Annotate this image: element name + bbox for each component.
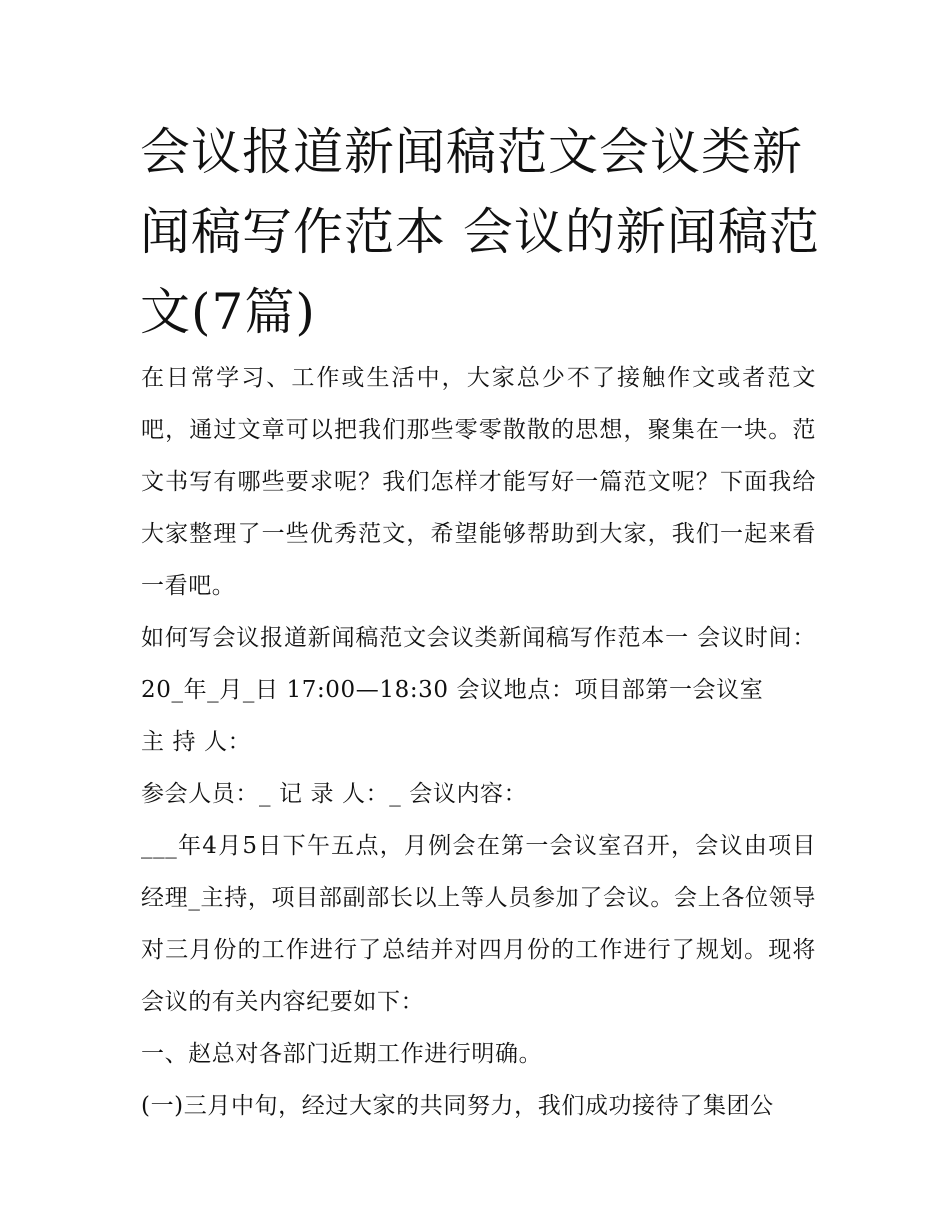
document-body (141, 352, 816, 1132)
section-heading-one: 一、赵总对各部门近期工作进行明确。 (141, 1041, 543, 1067)
meeting-summary-paragraph: ___年4月5日下午五点，月例会在第一会议室召开，会议由项目经理_主持，项目部副部长以上等人员参加了会议。会上各位领导对三月份的工作进行了总结并对四月份的工作进行了规划。现将会议的有关内容纪要如下： (141, 833, 816, 1015)
attendees-line: 参会人员：_ 记 录 人：_ 会议内容： (141, 781, 528, 807)
document-title: 会议报道新闻稿范文会议类新闻稿写作范本 会议的新闻稿范文(7篇) (140, 123, 820, 341)
intro-paragraph: 在日常学习、工作或生活中，大家总少不了接触作文或者范文吧，通过文章可以把我们那些零零散散的思想，聚集在一块。范文书写有哪些要求呢？我们怎样才能写好一篇范文呢？下面我给大家整理了一些优秀范文，希望能够帮助到大家，我们一起来看一看吧。 (141, 365, 816, 599)
subsection-paragraph-one: (一)三月中旬，经过大家的共同努力，我们成功接待了集团公 (141, 1093, 774, 1119)
host-line: 主 持 人： (141, 729, 252, 755)
meeting-time-paragraph: 如何写会议报道新闻稿范文会议类新闻稿写作范本一 会议时间：20_年_月_日 17:00—18:30 会议地点：项目部第一会议室 (141, 625, 816, 703)
